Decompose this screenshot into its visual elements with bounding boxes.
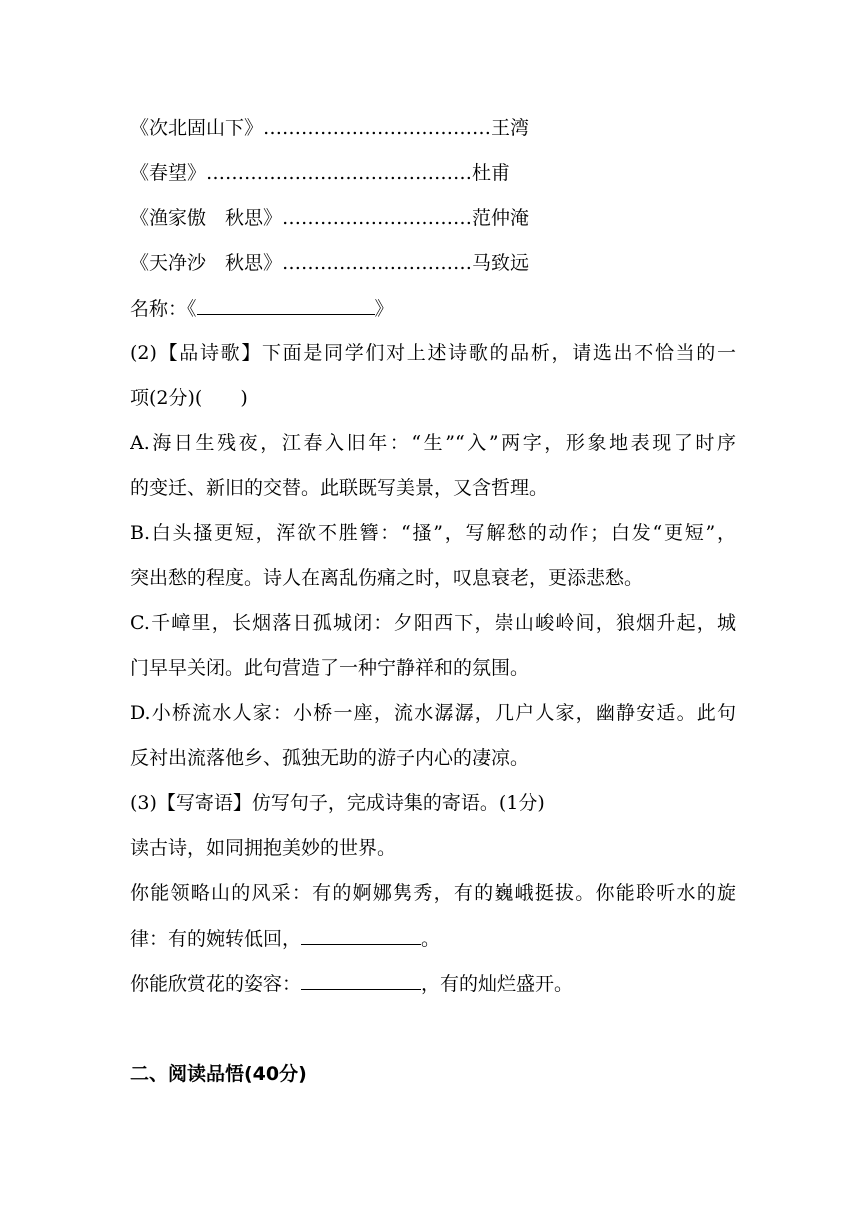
poem-author: 范仲淹 (472, 207, 530, 229)
poem-entry-3 (130, 204, 736, 232)
collection-name-blank[interactable] (197, 294, 375, 315)
water-answer-blank[interactable] (301, 924, 421, 945)
poem-author: 马致远 (472, 252, 530, 274)
option-a-line1: A.海日生残夜，江春入旧年：“生”“入”两字，形象地表现了时序 (130, 432, 736, 454)
option-d-line2: 反衬出流落他乡、孤独无助的游子内心的凄凉。 (130, 747, 530, 769)
poem-entry-1 (130, 114, 736, 142)
option-d-line1: D.小桥流水人家：小桥一座，流水潺潺，几户人家，幽静安适。此句 (130, 702, 736, 724)
poem-leader-dots: ………………………… (282, 252, 473, 274)
option-a-line2: 的变迁、新旧的交替。此联既写美景，又含哲理。 (130, 477, 549, 499)
question-2-stem: (2)【品诗歌】下面是同学们对上述诗歌的品析，请选出不恰当的一 (130, 342, 736, 364)
collection-name-line (130, 294, 736, 323)
poem-title: 《天净沙 秋思》 (130, 252, 283, 274)
flower-suffix: ，有的灿烂盛开。 (421, 973, 574, 995)
poem-author: 王湾 (491, 117, 530, 139)
option-b-line2: 突出愁的程度。诗人在离乱伤痛之时，叹息衰老，更添悲愁。 (130, 567, 644, 589)
poem-leader-dots: ………………………… (282, 207, 473, 229)
water-suffix: 。 (421, 928, 441, 950)
poem-author: 杜甫 (472, 162, 511, 184)
poem-leader-dots: …………………………………… (206, 162, 473, 184)
water-prefix: 律：有的婉转低回， (130, 928, 302, 950)
option-b-line1: B.白头搔更短，浑欲不胜簪：“搔”，写解愁的动作；白发“更短”， (130, 522, 736, 544)
poem-title: 《渔家傲 秋思》 (130, 207, 283, 229)
option-c-line2: 门早早关闭。此句营造了一种宁静祥和的氛围。 (130, 657, 530, 679)
collection-name-label: 名称：《 (130, 298, 197, 320)
option-c-line1: C.千嶂里，长烟落日孤城闭：夕阳西下，崇山峻岭间，狼烟升起，城 (130, 612, 736, 634)
question-3-stem: (3)【写寄语】仿写句子，完成诗集的寄语。(1分) (130, 792, 545, 814)
question-3-intro: 读古诗，如同拥抱美妙的世界。 (130, 837, 397, 859)
poem-entry-4 (130, 249, 736, 277)
collection-name-close: 》 (374, 298, 394, 320)
question-3-example: 你能领略山的风采：有的婀娜隽秀，有的巍峨挺拔。你能聆听水的旋 (130, 882, 736, 904)
poem-title: 《春望》 (130, 162, 207, 184)
section-2-heading: 二、阅读品悟(40分) (130, 1063, 307, 1085)
question-2-stem-cont: 项(2分)( ) (130, 387, 248, 409)
flower-answer-blank[interactable] (301, 969, 421, 990)
poem-leader-dots: ……………………………… (263, 117, 492, 139)
question-3-water-line (130, 924, 736, 953)
poem-title: 《次北固山下》 (130, 117, 264, 139)
question-3-flower-line (130, 969, 736, 998)
poem-entry-2 (130, 159, 736, 187)
flower-prefix: 你能欣赏花的姿容： (130, 973, 302, 995)
